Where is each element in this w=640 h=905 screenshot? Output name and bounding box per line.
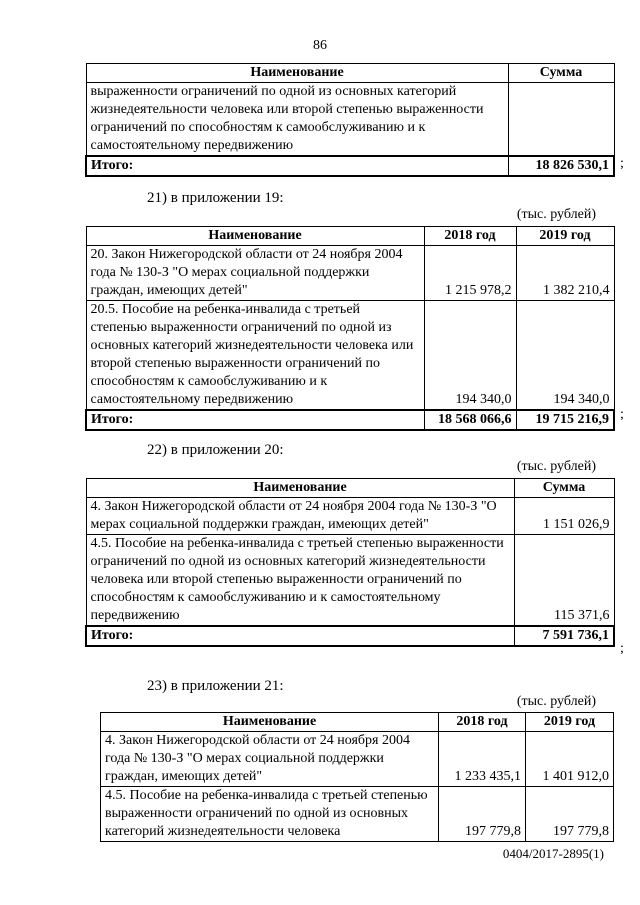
header-2018: 2018 год — [424, 227, 516, 246]
table-header-row — [86, 64, 614, 83]
table-row — [86, 246, 614, 301]
table-row — [86, 83, 614, 157]
header-2018: 2018 год — [439, 713, 526, 732]
header-sum: Сумма — [514, 479, 614, 498]
document-code: 0404/2017-2895(1) — [502, 846, 604, 861]
total-row — [86, 626, 614, 646]
row-2019: 197 779,8 — [526, 787, 614, 842]
header-name: Наименование — [86, 227, 424, 246]
continued-table — [85, 63, 615, 177]
total-2019: 19 715 216,9 — [516, 410, 614, 430]
appendix-19-table — [85, 226, 615, 431]
total-row — [86, 156, 614, 176]
header-name: Наименование — [86, 64, 508, 83]
row-sum: 115 371,6 — [514, 535, 614, 627]
table-row — [101, 732, 614, 787]
table-header-row — [86, 479, 614, 498]
table-row — [86, 498, 614, 535]
section-23-intro: 23) в приложении 21: — [147, 678, 284, 694]
semicolon: ; — [620, 641, 624, 656]
row-name: выраженности ограничений по одной из основных категорий жизнедеятельности человека или второй степенью выраженности ограничений по способностям к самообслуживанию и к самостоятельному передвижению — [86, 83, 508, 157]
header-sum: Сумма — [508, 64, 614, 83]
row-2019: 1 401 912,0 — [526, 732, 614, 787]
header-2019: 2019 год — [526, 713, 614, 732]
row-sum — [508, 83, 614, 157]
row-name: 20. Закон Нижегородской области от 24 ноября 2004 года № 130-З "О мерах социальной поддержки граждан, имеющих детей" — [86, 246, 424, 301]
total-label: Итого: — [86, 410, 424, 430]
table-row — [86, 535, 614, 627]
row-2018: 194 340,0 — [424, 301, 516, 411]
row-name: 4. Закон Нижегородской области от 24 ноября 2004 года № 130-З "О мерах социальной поддержки граждан, имеющих детей" — [101, 732, 439, 787]
total-label: Итого: — [86, 626, 514, 646]
table-row — [86, 301, 614, 411]
table-header-row — [86, 227, 614, 246]
section-22-units: (тыс. рублей) — [516, 459, 596, 474]
total-row — [86, 410, 614, 430]
total-2018: 18 568 066,6 — [424, 410, 516, 430]
section-21-intro: 21) в приложении 19: — [147, 190, 284, 206]
row-name: 4.5. Пособие на ребенка-инвалида с третьей степенью выраженности ограничений по одной из основных категорий жизнедеятельности человека или второй степенью выраженности ограничений по способностям к самообслуживанию и к самостоятельному передвижению — [86, 535, 514, 627]
row-2019: 194 340,0 — [516, 301, 614, 411]
total-value: 18 826 530,1 — [508, 156, 614, 176]
table-header-row — [101, 713, 614, 732]
appendix-20-table — [85, 478, 615, 647]
section-22-intro: 22) в приложении 20: — [147, 442, 284, 458]
total-value: 7 591 736,1 — [514, 626, 614, 646]
row-2018: 197 779,8 — [439, 787, 526, 842]
row-name: 4. Закон Нижегородской области от 24 ноября 2004 года № 130-З "О мерах социальной поддержки граждан, имеющих детей" — [86, 498, 514, 535]
row-2018: 1 233 435,1 — [439, 732, 526, 787]
header-name: Наименование — [101, 713, 439, 732]
appendix-21-table — [100, 712, 614, 842]
section-21-units: (тыс. рублей) — [516, 207, 596, 222]
section-23-units: (тыс. рублей) — [516, 694, 596, 709]
semicolon: ; — [620, 156, 624, 171]
page-number: 86 — [313, 38, 327, 53]
row-name: 4.5. Пособие на ребенка-инвалида с третьей степенью выраженности ограничений по одной из основных категорий жизнедеятельности человека — [101, 787, 439, 842]
row-sum: 1 151 026,9 — [514, 498, 614, 535]
row-name: 20.5. Пособие на ребенка-инвалида с третьей степенью выраженности ограничений по одной из основных категорий жизнедеятельности человека или второй степенью выраженности ограничений по способностям к самообслуживанию и к самостоятельному передвижению — [86, 301, 424, 411]
table-row — [101, 787, 614, 842]
header-2019: 2019 год — [516, 227, 614, 246]
semicolon: ; — [620, 407, 624, 422]
total-label: Итого: — [86, 156, 508, 176]
row-2018: 1 215 978,2 — [424, 246, 516, 301]
row-2019: 1 382 210,4 — [516, 246, 614, 301]
header-name: Наименование — [86, 479, 514, 498]
